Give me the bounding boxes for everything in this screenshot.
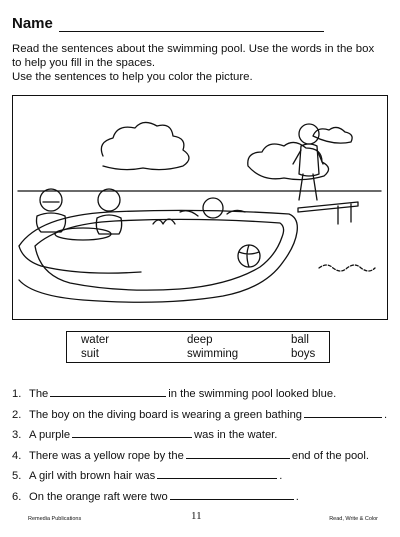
rope: [319, 265, 375, 271]
question-item: [12, 427, 392, 448]
answer-blank[interactable]: [50, 386, 166, 397]
girl-head: [40, 189, 62, 211]
word-box: [66, 331, 330, 363]
word-bank-item: swimming: [187, 348, 239, 360]
question-text-before: The: [29, 388, 49, 400]
cloud-right: [248, 142, 329, 179]
question-text-after: .: [384, 408, 388, 421]
question-text-before: A girl with brown hair was: [29, 470, 156, 482]
word-bank-item: ball: [291, 334, 309, 346]
question-text-before: There was a yellow rope by the: [29, 449, 184, 462]
swimming-pool-illustration: [12, 95, 388, 320]
question-text-after: was in the water.: [194, 429, 278, 441]
question-text-after: end of the pool.: [291, 449, 369, 462]
question-number: 2.: [12, 408, 22, 421]
question-text-before: The boy on the diving board is wearing a green bathing: [29, 408, 303, 421]
question-item: [12, 489, 392, 510]
pool-wall: [19, 246, 141, 273]
pool-outer: [19, 210, 297, 302]
question-text-after: .: [279, 470, 283, 482]
question-item: [12, 386, 392, 407]
answer-blank[interactable]: [72, 427, 192, 438]
page-footer: [0, 510, 400, 530]
beach-ball: [238, 245, 260, 267]
swimmer-head: [203, 198, 223, 218]
answer-blank[interactable]: [186, 448, 290, 459]
instructions: [12, 42, 392, 84]
name-label: Name: [12, 15, 53, 32]
question-number: 1.: [12, 388, 22, 400]
name-blank-line[interactable]: [59, 19, 324, 32]
question-number: 5.: [12, 470, 22, 482]
name-row: [12, 14, 324, 32]
instruction-line: to help you fill in the spaces.: [12, 57, 156, 69]
question-item: [12, 468, 392, 489]
question-item: [12, 448, 392, 469]
question-number: 6.: [12, 490, 22, 503]
page-number: 11: [191, 510, 202, 522]
boy-head: [299, 124, 319, 144]
instruction-line: Use the sentences to help you color the picture.: [12, 71, 253, 83]
word-bank-item: deep: [187, 334, 213, 346]
question-text-after: .: [295, 490, 299, 503]
question-list: [12, 386, 392, 509]
cloud-left: [101, 122, 189, 169]
answer-blank[interactable]: [157, 468, 277, 479]
publisher-name: Remedia Publications: [28, 516, 82, 522]
instruction-line: Read the sentences about the swimming pool. Use the words in the box: [12, 43, 375, 55]
answer-blank[interactable]: [304, 407, 382, 418]
answer-blank[interactable]: [170, 489, 294, 500]
boy-body: [299, 144, 319, 176]
question-number: 3.: [12, 429, 22, 441]
diving-board: [298, 202, 358, 212]
question-item: [12, 407, 392, 428]
kid-head: [98, 189, 120, 211]
series-name: Read, Write & Color: [329, 516, 378, 522]
question-number: 4.: [12, 449, 22, 462]
word-bank-item: suit: [81, 348, 99, 360]
pool-inner: [35, 219, 284, 290]
word-bank-item: boys: [291, 348, 316, 360]
question-text-before: A purple: [29, 429, 71, 441]
question-text-before: On the orange raft were two: [29, 490, 168, 503]
word-bank-item: water: [81, 334, 110, 346]
question-text-after: in the swimming pool looked blue.: [168, 388, 337, 400]
